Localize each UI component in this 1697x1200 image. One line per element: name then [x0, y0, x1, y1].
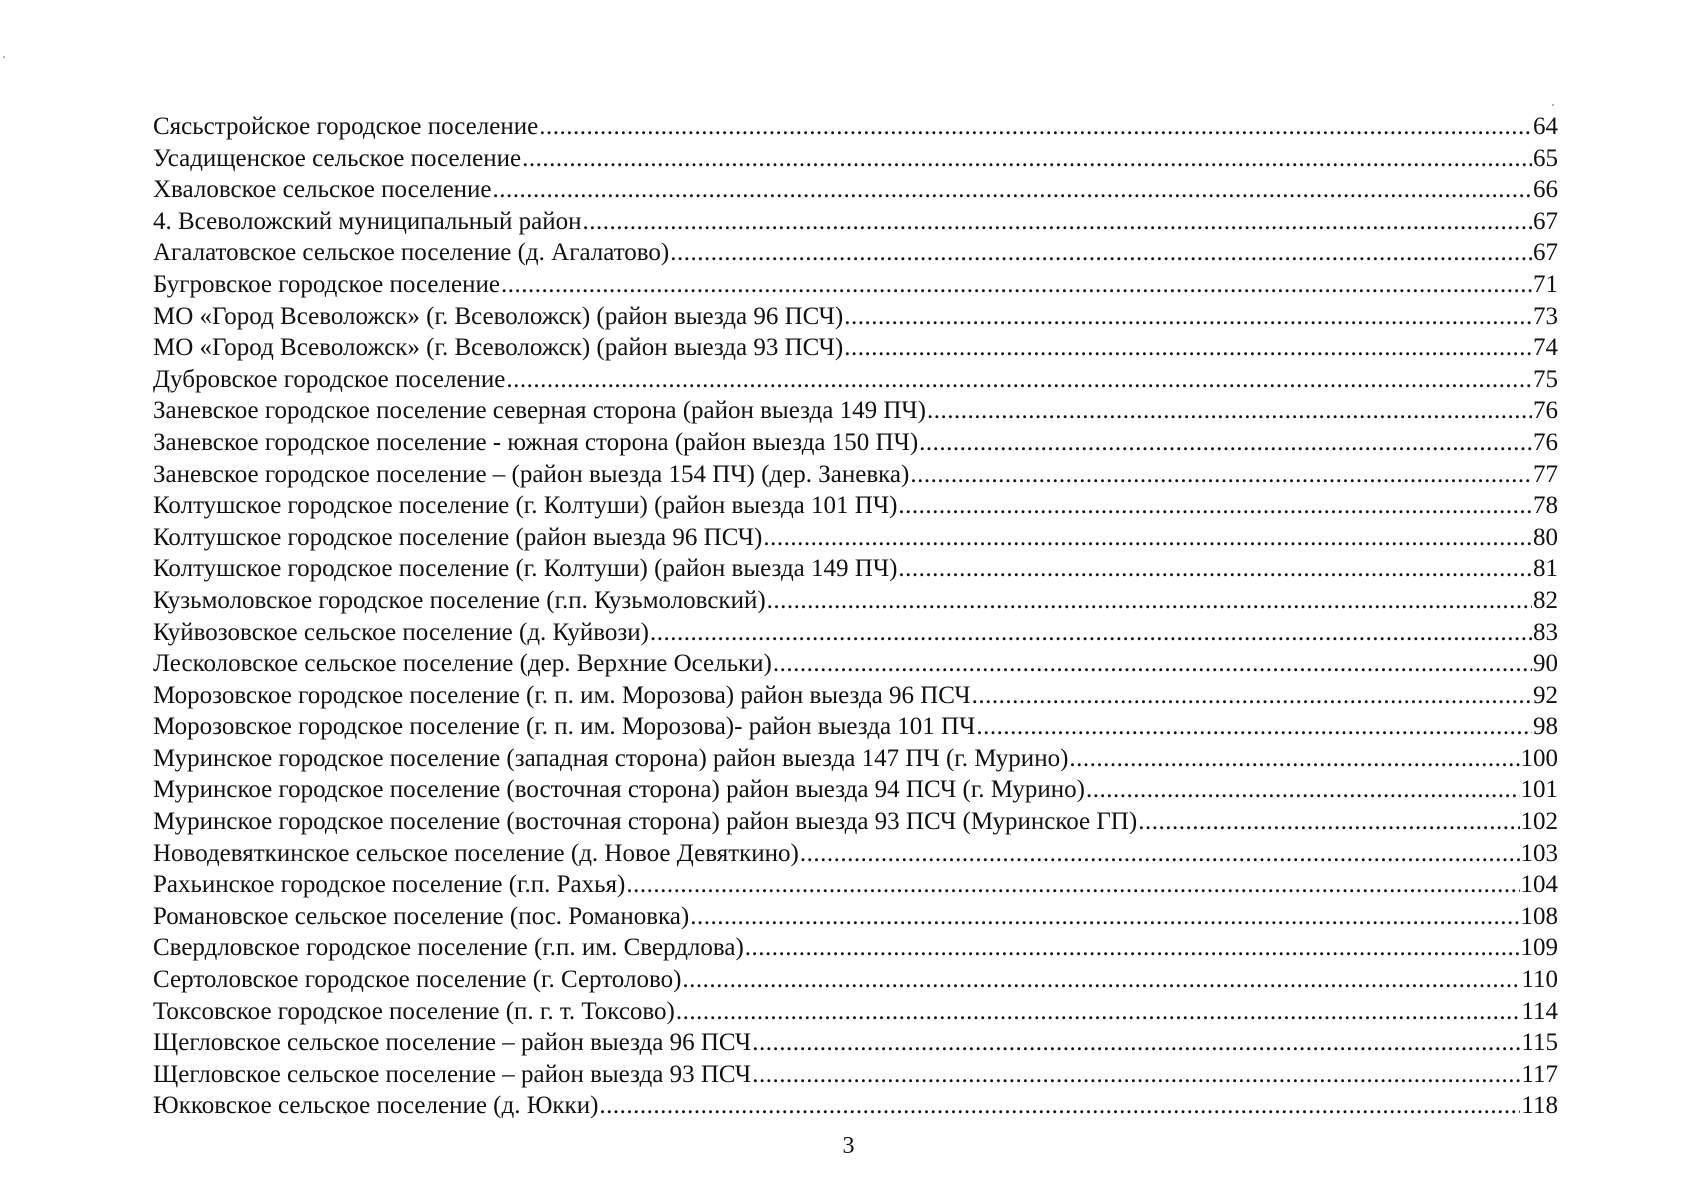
toc-dot-leader: [976, 711, 1532, 743]
toc-entry-page: 76: [1533, 397, 1558, 425]
toc-entry-title: Морозовское городское поселение (г. п. им. Морозова) район выезда 96 ПСЧ: [153, 681, 971, 709]
toc-entry-page: 82: [1533, 586, 1558, 614]
toc-entry[interactable]: [153, 869, 1558, 901]
toc-entry-title: Новодевяткинское сельское поселение (д. Новое Девяткино): [153, 839, 799, 867]
toc-dot-leader: [910, 459, 1532, 491]
toc-dot-leader: [690, 901, 1519, 933]
toc-entry[interactable]: [153, 237, 1558, 269]
toc-dot-leader: [522, 143, 1532, 175]
toc-entry[interactable]: [153, 1059, 1558, 1091]
toc-entry-page: 98: [1533, 713, 1558, 741]
toc-entry[interactable]: [153, 143, 1558, 175]
toc-entry-page: 92: [1533, 681, 1558, 709]
toc-entry-title: Сертоловское городское поселение (г. Сертолово): [153, 966, 682, 994]
toc-entry[interactable]: [153, 932, 1558, 964]
toc-entry-page: 103: [1520, 839, 1558, 867]
toc-entry[interactable]: [153, 838, 1558, 870]
toc-dot-leader: [763, 522, 1532, 554]
toc-entry-page: 110: [1521, 966, 1558, 994]
toc-entry[interactable]: [153, 174, 1558, 206]
toc-entry-title: Рахьинское городское поселение (г.п. Рахья): [153, 871, 626, 899]
toc-entry[interactable]: [153, 648, 1558, 680]
toc-entry-page: 115: [1521, 1029, 1558, 1057]
toc-entry[interactable]: [153, 711, 1558, 743]
toc-entry-title: Куйвозовское сельское поселение (д. Куйвози): [153, 618, 649, 646]
toc-dot-leader: [844, 301, 1532, 333]
toc-entry[interactable]: [153, 332, 1558, 364]
toc-entry-title: МО «Город Всеволожск» (г. Всеволожск) (район выезда 93 ПСЧ): [153, 334, 844, 362]
toc-entry-page: 74: [1533, 334, 1558, 362]
toc-entry[interactable]: [153, 806, 1558, 838]
toc-entry-title: Щегловское сельское поселение – район выезда 93 ПСЧ: [153, 1060, 752, 1088]
toc-entry-page: 114: [1521, 997, 1558, 1025]
toc-entry-title: Бугровское городское поселение: [153, 270, 500, 298]
toc-dot-leader: [493, 174, 1532, 206]
toc-entry-title: Колтушское городское поселение (район выезда 96 ПСЧ): [153, 523, 763, 551]
toc-entry-page: 73: [1533, 302, 1558, 330]
toc-entry-page: 83: [1533, 618, 1558, 646]
toc-entry[interactable]: [153, 774, 1558, 806]
toc-entry-page: 64: [1533, 113, 1558, 140]
toc-entry[interactable]: [153, 964, 1558, 996]
toc-entry-title: Сясьстройское городское поселение: [153, 113, 539, 140]
toc-entry[interactable]: [153, 1090, 1558, 1122]
toc-dot-leader: [626, 869, 1519, 901]
toc-dot-leader: [650, 617, 1532, 649]
toc-dot-leader: [745, 932, 1520, 964]
toc-entry-page: 66: [1533, 176, 1558, 204]
toc-dot-leader: [670, 237, 1532, 269]
toc-entry[interactable]: [153, 301, 1558, 333]
toc-dot-leader: [767, 585, 1532, 617]
toc-entry-title: Муринское городское поселение (западная сторона) район выезда 147 ПЧ (г. Мурино): [153, 744, 1069, 772]
toc-entry-page: 101: [1520, 776, 1558, 804]
toc-dot-leader: [599, 1090, 1520, 1122]
toc-entry[interactable]: [153, 111, 1558, 143]
toc-entry-page: 71: [1533, 270, 1558, 298]
toc-entry-page: 75: [1533, 365, 1558, 393]
scan-speck: [1552, 104, 1554, 106]
toc-dot-leader: [1069, 743, 1519, 775]
toc-dot-leader: [582, 206, 1532, 238]
toc-entry-title: Заневское городское поселение северная сторона (район выезда 149 ПЧ): [153, 397, 926, 425]
toc-entry-title: Муринское городское поселение (восточная сторона) район выезда 93 ПСЧ (Муринское ГП): [153, 808, 1138, 836]
toc-entry-page: 78: [1533, 492, 1558, 520]
toc-entry-title: 4. Всеволожский муниципальный район: [153, 207, 582, 235]
toc-dot-leader: [501, 269, 1532, 301]
toc-entry-page: 80: [1533, 523, 1558, 551]
toc-entry-title: Заневское городское поселение - южная сторона (район выезда 150 ПЧ): [153, 428, 919, 456]
toc-dot-leader: [773, 648, 1532, 680]
toc-entry-page: 117: [1521, 1060, 1558, 1088]
toc-dot-leader: [752, 1027, 1520, 1059]
toc-dot-leader: [898, 490, 1532, 522]
toc-dot-leader: [919, 427, 1532, 459]
toc-entry[interactable]: [153, 206, 1558, 238]
toc-entry[interactable]: [153, 459, 1558, 491]
toc-entry[interactable]: [153, 743, 1558, 775]
toc-dot-leader: [800, 838, 1520, 870]
page-number: 3: [842, 1133, 855, 1159]
toc-entry[interactable]: [153, 553, 1558, 585]
toc-entry[interactable]: [153, 395, 1558, 427]
toc-entry-title: Дубровское городское поселение: [153, 365, 506, 393]
toc-entry[interactable]: [153, 427, 1558, 459]
toc-dot-leader: [752, 1059, 1520, 1091]
toc-dot-leader: [676, 996, 1521, 1028]
toc-entry-title: Муринское городское поселение (восточная сторона) район выезда 94 ПСЧ (г. Мурино): [153, 776, 1085, 804]
toc-entry-page: 118: [1521, 1092, 1558, 1120]
toc-entry[interactable]: [153, 680, 1558, 712]
toc-entry-page: 104: [1520, 871, 1558, 899]
toc-entry-title: Агалатовское сельское поселение (д. Агалатово): [153, 239, 670, 267]
toc-entry-title: Романовское сельское поселение (пос. Романовка): [153, 902, 690, 930]
toc-entry-title: Колтушское городское поселение (г. Колтуши) (район выезда 149 ПЧ): [153, 555, 898, 583]
toc-entry-title: Лесколовское сельское поселение (дер. Верхние Осельки): [153, 650, 772, 678]
toc-entry[interactable]: [153, 269, 1558, 301]
toc-entry[interactable]: [153, 1027, 1558, 1059]
toc-entry-page: 108: [1520, 902, 1558, 930]
toc-entry-title: Щегловское сельское поселение – район выезда 96 ПСЧ: [153, 1029, 752, 1057]
toc-entry[interactable]: [153, 490, 1558, 522]
toc-dot-leader: [506, 364, 1532, 396]
toc-entry-title: Морозовское городское поселение (г. п. им. Морозова)- район выезда 101 ПЧ: [153, 713, 976, 741]
toc-entry[interactable]: [153, 996, 1558, 1028]
toc-entry[interactable]: [153, 617, 1558, 649]
toc-entry-title: Юкковское сельское поселение (д. Юкки): [153, 1092, 599, 1120]
toc-entry[interactable]: [153, 901, 1558, 933]
toc-entry-page: 100: [1520, 744, 1558, 772]
toc-entry[interactable]: [153, 585, 1558, 617]
toc-entry-page: 90: [1533, 650, 1558, 678]
toc-entry-page: 67: [1533, 207, 1558, 235]
toc-entry-title: Хваловское сельское поселение: [153, 176, 492, 204]
toc-entry-page: 76: [1533, 428, 1558, 456]
toc-entry-page: 81: [1533, 555, 1558, 583]
toc-entry-title: Усадищенское сельское поселение: [153, 144, 522, 172]
toc-entry-page: 109: [1520, 934, 1558, 962]
scan-speck: [3, 56, 5, 58]
toc-entry-page: 67: [1533, 239, 1558, 267]
toc-entry[interactable]: [153, 364, 1558, 396]
toc-entry[interactable]: [153, 522, 1558, 554]
toc-dot-leader: [1138, 806, 1519, 838]
toc-dot-leader: [1086, 774, 1520, 806]
toc-entry-title: Токсовское городское поселение (п. г. т. Токсово): [153, 997, 675, 1025]
toc-entry-title: МО «Город Всеволожск» (г. Всеволожск) (район выезда 96 ПСЧ): [153, 302, 844, 330]
toc-entry-page: 77: [1533, 460, 1558, 488]
toc-entry-title: Колтушское городское поселение (г. Колтуши) (район выезда 101 ПЧ): [153, 492, 898, 520]
toc-entry-title: Кузьмоловское городское поселение (г.п. Кузьмоловский): [153, 586, 766, 614]
toc-dot-leader: [898, 553, 1532, 585]
toc-entry-title: Свердловское городское поселение (г.п. им. Свердлова): [153, 934, 744, 962]
toc-entry-title: Заневское городское поселение – (район выезда 154 ПЧ) (дер. Заневка): [153, 460, 910, 488]
toc-entry-page: 102: [1520, 808, 1558, 836]
toc-dot-leader: [972, 680, 1532, 712]
toc-dot-leader: [844, 332, 1532, 364]
toc-dot-leader: [927, 395, 1532, 427]
toc-dot-leader: [682, 964, 1520, 996]
toc-dot-leader: [539, 111, 1532, 143]
toc-entry-page: 65: [1533, 144, 1558, 172]
table-of-contents: [153, 111, 1558, 1122]
